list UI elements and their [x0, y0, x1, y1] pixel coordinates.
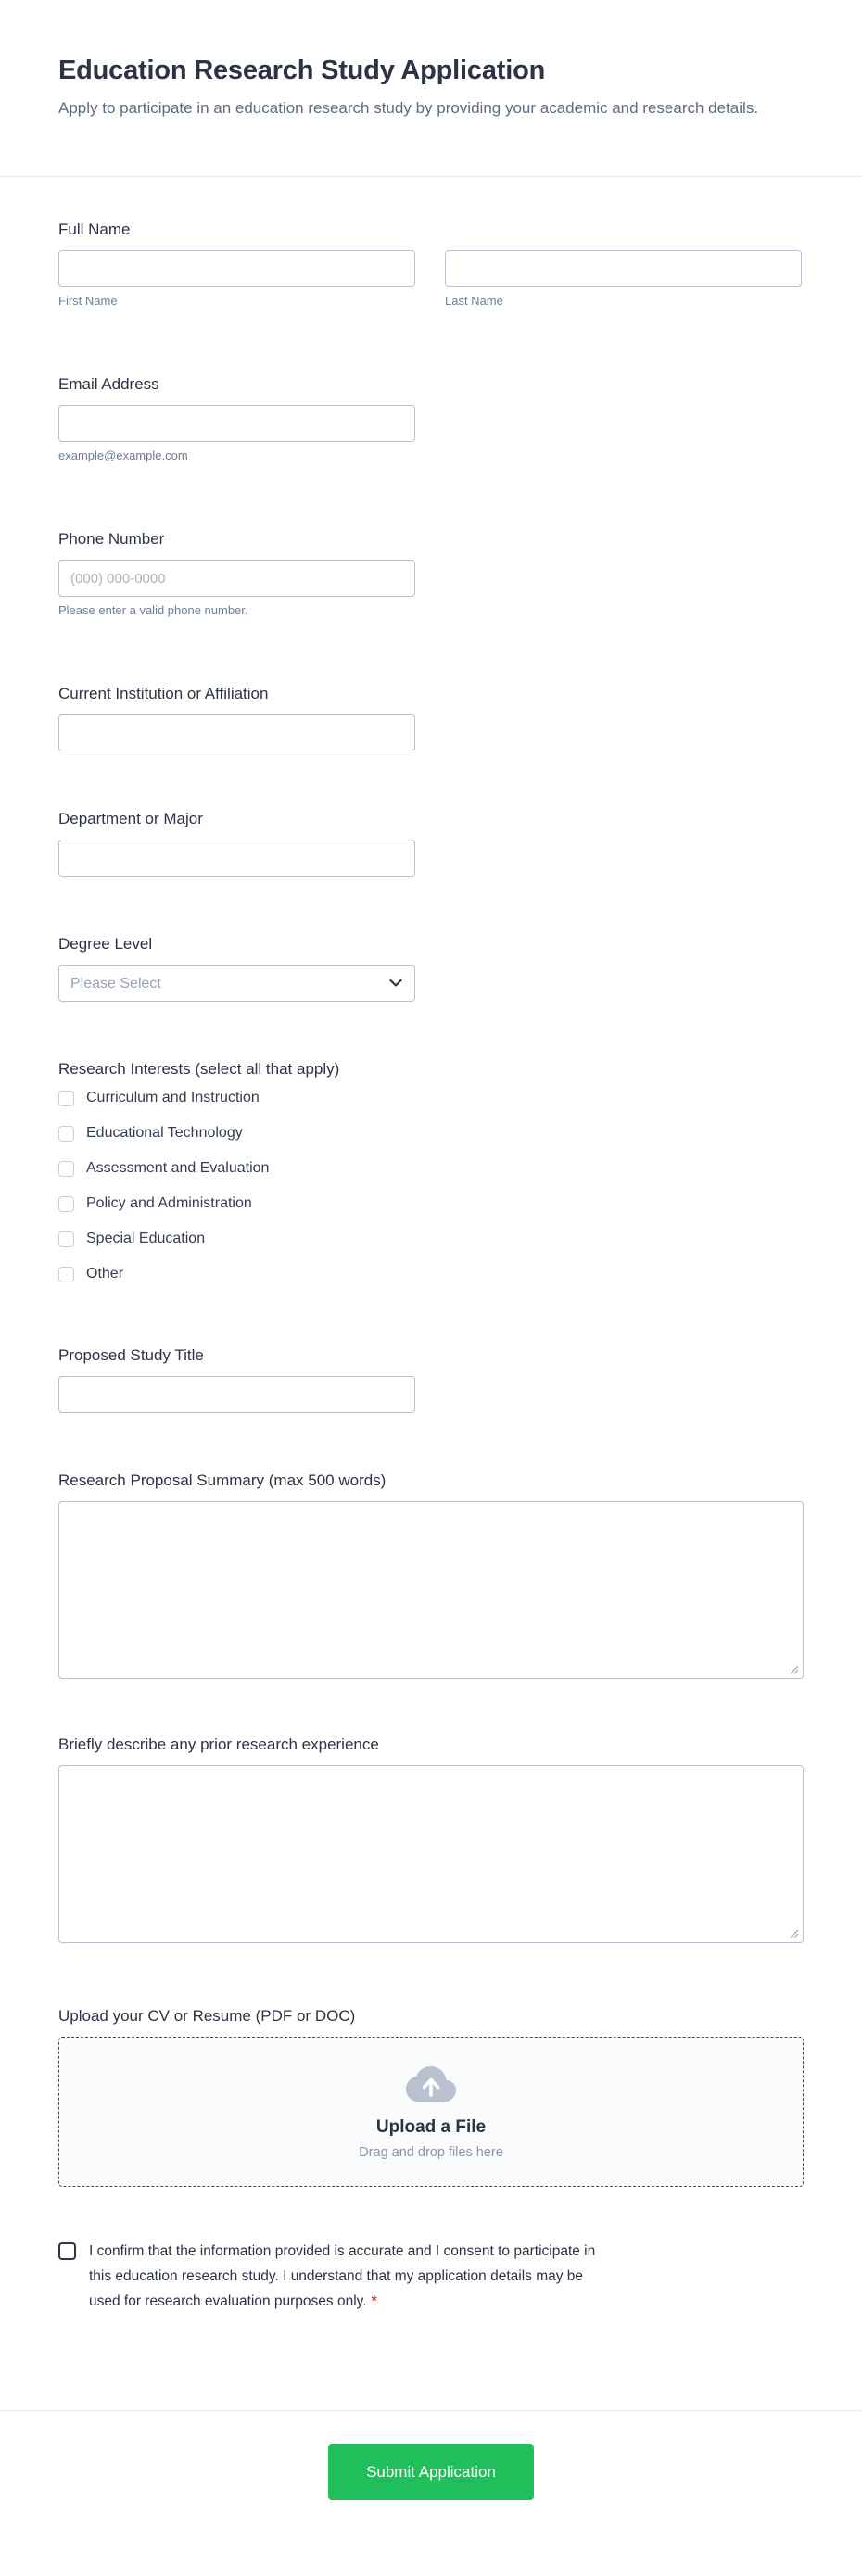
proposal-summary-label: Research Proposal Summary (max 500 words) — [58, 1471, 387, 1489]
consent-checkbox[interactable] — [58, 2242, 76, 2260]
institution-input[interactable] — [58, 714, 415, 751]
interest-option-row — [58, 1229, 804, 1249]
phone-sublabel: Please enter a valid phone number. — [58, 603, 248, 617]
interest-option-row — [58, 1158, 804, 1179]
question-email — [58, 374, 804, 464]
submit-row — [0, 2411, 862, 2551]
full-name-row — [58, 250, 804, 309]
question-prior-experience — [58, 1735, 804, 1943]
phone-label: Phone Number — [58, 530, 165, 548]
prior-experience-wrap — [58, 1765, 804, 1943]
interest-checkbox-other[interactable] — [58, 1267, 74, 1282]
full-name-label: Full Name — [58, 221, 131, 238]
interest-checkbox-edtech[interactable] — [58, 1126, 74, 1142]
question-phone — [58, 529, 804, 619]
last-name-col — [445, 250, 802, 309]
email-label: Email Address — [58, 375, 159, 393]
page-title: Education Research Study Application — [58, 56, 546, 85]
interest-option-row — [58, 1264, 804, 1284]
degree-level-select-wrap — [58, 965, 415, 1002]
proposal-summary-textarea[interactable] — [58, 1501, 804, 1679]
interest-checkbox-assessment[interactable] — [58, 1161, 74, 1177]
consent-text — [89, 2239, 608, 2314]
degree-level-label: Degree Level — [58, 935, 153, 953]
upload-cloud-icon — [404, 2065, 458, 2106]
degree-level-select[interactable] — [58, 965, 415, 1002]
institution-label: Current Institution or Affiliation — [58, 685, 269, 702]
question-degree-level — [58, 934, 804, 1002]
department-col — [58, 840, 415, 877]
phone-input[interactable] — [58, 560, 415, 597]
institution-col — [58, 714, 415, 751]
consent-statement: I confirm that the information provided is accurate and I consent to participate in this education research study. I understand that my application details may be used for research evaluation purposes only. — [89, 2243, 596, 2309]
interest-option-row — [58, 1088, 804, 1108]
question-full-name — [58, 220, 804, 309]
upload-file-button-text[interactable]: Upload a File — [375, 2116, 487, 2137]
first-name-sublabel: First Name — [58, 294, 118, 308]
upload-drag-hint: Drag and drop files here — [359, 2144, 503, 2160]
email-sublabel: example@example.com — [58, 448, 188, 462]
question-study-title — [58, 1345, 804, 1413]
page-subtitle: Apply to participate in an education research study by providing your academic and research details. — [58, 99, 759, 117]
interest-checkbox-special-ed[interactable] — [58, 1231, 74, 1247]
question-institution — [58, 684, 804, 751]
interest-label-curriculum[interactable]: Curriculum and Instruction — [86, 1090, 260, 1105]
submit-application-button[interactable]: Submit Application — [328, 2444, 534, 2500]
interest-option-row — [58, 1193, 804, 1214]
interest-label-edtech[interactable]: Educational Technology — [86, 1125, 243, 1141]
question-consent — [58, 2239, 804, 2314]
interest-checkbox-policy[interactable] — [58, 1196, 74, 1212]
file-dropzone[interactable] — [58, 2037, 804, 2187]
email-col — [58, 405, 415, 464]
department-label: Department or Major — [58, 810, 203, 827]
first-name-input[interactable] — [58, 250, 415, 287]
required-asterisk: * — [371, 2293, 377, 2309]
interest-label-other[interactable]: Other — [86, 1266, 124, 1282]
phone-col — [58, 560, 415, 619]
interest-option-row — [58, 1123, 804, 1143]
last-name-input[interactable] — [445, 250, 802, 287]
study-title-label: Proposed Study Title — [58, 1346, 204, 1364]
department-input[interactable] — [58, 840, 415, 877]
interest-label-assessment[interactable]: Assessment and Evaluation — [86, 1160, 270, 1176]
form-body — [0, 177, 862, 2314]
prior-experience-textarea[interactable] — [58, 1765, 804, 1943]
question-research-interests — [58, 1059, 804, 1284]
question-upload-cv — [58, 2006, 804, 2187]
question-proposal-summary — [58, 1471, 804, 1679]
study-title-col — [58, 1376, 415, 1413]
prior-experience-label: Briefly describe any prior research experience — [58, 1736, 379, 1753]
proposal-summary-wrap — [58, 1501, 804, 1679]
question-department — [58, 809, 804, 877]
form-header — [0, 0, 862, 177]
interest-label-special-ed[interactable]: Special Education — [86, 1231, 206, 1246]
interest-label-policy[interactable]: Policy and Administration — [86, 1195, 252, 1211]
study-title-input[interactable] — [58, 1376, 415, 1413]
first-name-col — [58, 250, 415, 309]
upload-cv-label: Upload your CV or Resume (PDF or DOC) — [58, 2007, 356, 2025]
last-name-sublabel: Last Name — [445, 294, 503, 308]
interest-checkbox-curriculum[interactable] — [58, 1091, 74, 1106]
email-input[interactable] — [58, 405, 415, 442]
research-interests-label: Research Interests (select all that apply) — [58, 1060, 340, 1078]
